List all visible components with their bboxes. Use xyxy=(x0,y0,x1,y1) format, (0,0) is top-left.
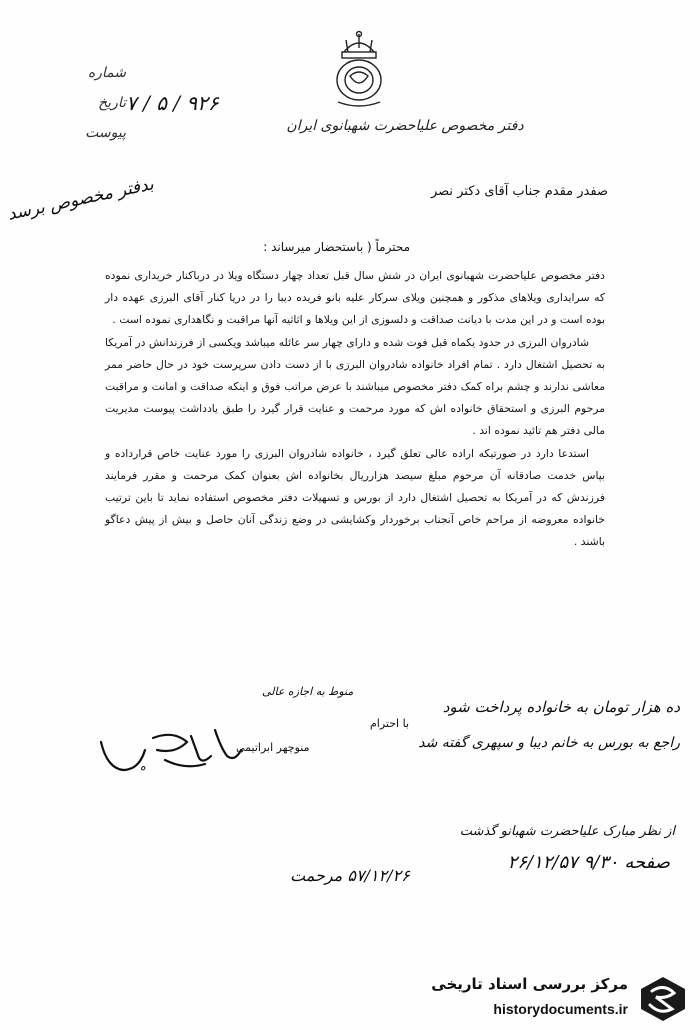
signer-name: منوچهر ابراتیمی xyxy=(236,741,310,754)
body-paragraph-1: دفتر مخصوص علیاحضرت شهبانوی ایران در شش سال قبل تعداد چهار دستگاه ویلا در درباکنار خریداری نموده که سرایداری ویلاهای مذکور و همچنین ویلای سرکار علیه بانو فریده دیبا را در دریا کنار آقای البرزی عهده دار بوده است و در این مدت با دیانت صداقت و دلسوزی از این ویلاها و اثاثیه آنها مراقبت و نگاهداری نموده است . xyxy=(105,269,605,327)
date-label: تاریخ xyxy=(98,95,126,111)
watermark-url: historydocuments.ir xyxy=(493,1001,628,1017)
body-paragraph-3: استدعا دارد در صورتیکه اراده عالی تعلق گیرد ، خانواده شادروان البرزی را مورد عنایت خاص قرارداده و بپاس خدمت صادقانه آن مرحوم مبلغ سیصد هزارریال بخانواده اش بعنوان کمک مرحمت و مقرر فرمایند فرزندش که در آمریکا به تحصیل اشتغال دارد از بورس و تسهیلات دفتر مخصوص استفاده نماید تا باین ترتیب خانواده معروضه از مراحم خاص آنجناب برخوردار وکشایشی در وضع زندگی آنان حاصل و بیش از پیش دعاگو باشند . xyxy=(105,446,605,549)
archive-logo-icon xyxy=(638,975,688,1023)
watermark xyxy=(418,975,688,1025)
handwritten-date-note: صفحه ۹/۳۰ ۲۶/۱۲/۵۷ xyxy=(507,852,670,873)
number-row xyxy=(80,58,240,88)
royal-crown-emblem-icon xyxy=(330,30,388,110)
margin-handwritten-note: بدفتر مخصوص برسد xyxy=(5,174,156,225)
date-value: ۹۲۶ / ۵ / ۷ xyxy=(126,91,219,115)
office-title: دفتر مخصوص علیاحضرت شهبانوی ایران xyxy=(286,118,524,134)
salutation: محترماً ( باستحضار میرساند : xyxy=(263,240,410,254)
letter-meta-block xyxy=(80,58,240,148)
attachment-label: پیوست xyxy=(85,125,126,141)
handwritten-signature-icon xyxy=(95,720,245,795)
date-row xyxy=(80,88,240,118)
attachment-row xyxy=(80,118,240,148)
handwritten-review-note: از نظر مبارک علیاحضرت شهبانو گذشت xyxy=(459,824,675,839)
closing-regards: با احترام xyxy=(370,717,410,730)
handwritten-date-note-2: ۵۷/۱۲/۲۶ مرحمت xyxy=(290,866,410,885)
body-paragraph-2: شادروان البرزی در حدود یکماه قبل فوت شده و دارای چهار سر عائله میباشد ویکسی از فرزندانش در آمریکا به تحصیل اشتغال دارد . تمام افراد خانواده شادروان البرزی با از دست دادن سرپرست خود در حال حاضر ممر معاشی ندارند و چشم براه کمک دفتر مخصوص میباشند با عرض مراتب فوق و اینکه صداقت و امانت و مراقبت مرحوم البرزی و استحقاق خانواده اش که مورد مرحمت و عنایت قرار گیرد را طبق یادداشت پیوست مدیریت مالی دفتر هم تائید نموده اند . xyxy=(105,335,605,438)
signature-mark: ه xyxy=(140,760,146,773)
handwritten-decision-line-2: راجع به بورس به خانم دیبا و سپهری گفته شد xyxy=(418,735,680,751)
handwritten-approval-note: منوط به اجازه عالی xyxy=(262,685,354,698)
watermark-title: مرکز بررسی اسناد تاریخی xyxy=(431,975,628,993)
number-label: شماره xyxy=(87,65,126,81)
letter-body xyxy=(105,265,605,554)
recipient-line: صفدر مقدم جناب آقای دکتر نصر xyxy=(430,184,608,199)
handwritten-decision-line-1: ده هزار تومان به خانواده پرداخت شود xyxy=(442,698,680,716)
